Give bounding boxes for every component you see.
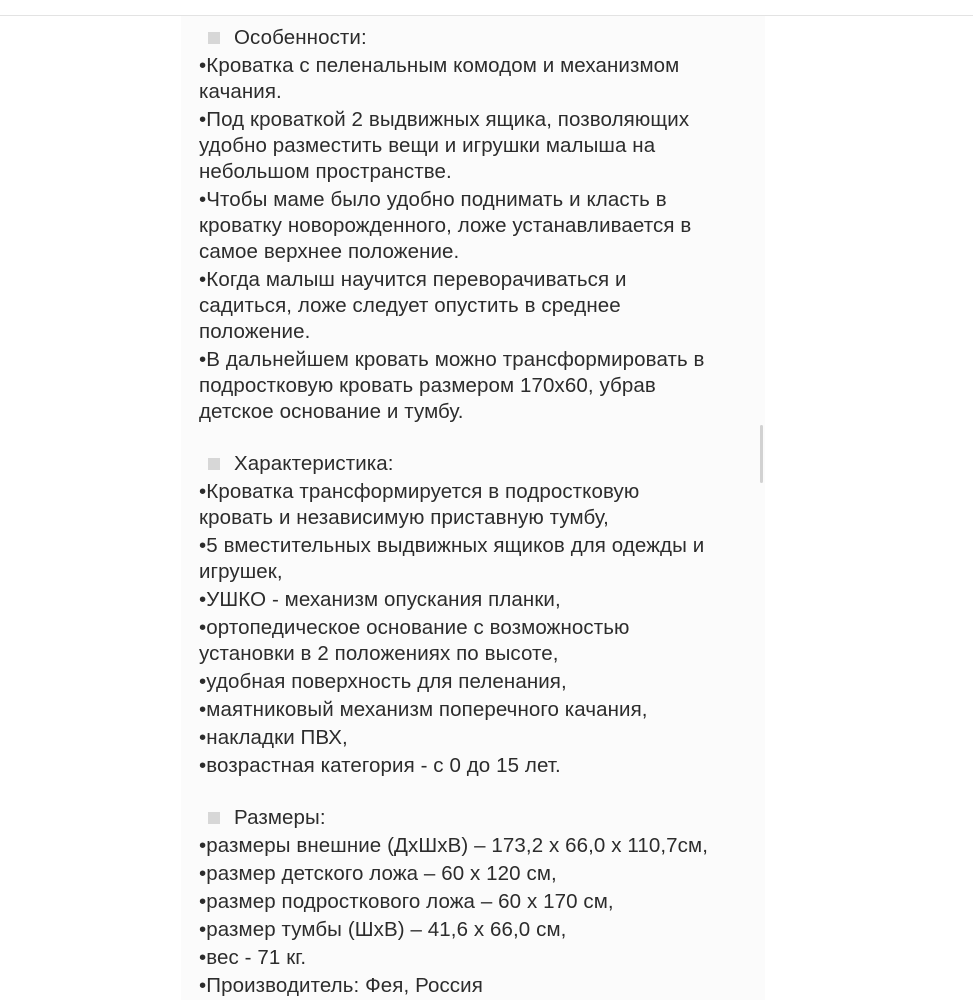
list-item: [199, 615, 759, 667]
list-item-line: •размер тумбы (ШхВ) – 41,6 х 66,0 см,: [199, 918, 567, 941]
list-item-line: •размеры внешние (ДхШхВ) – 173,2 х 66,0 х 110,7см,: [199, 834, 708, 857]
list-item: [199, 917, 759, 943]
list-item-line: небольшом пространстве.: [199, 160, 452, 183]
dimensions-section: [199, 805, 759, 999]
list-item-line: качания.: [199, 80, 282, 103]
list-item-line: •Кроватка трансформируется в подростковую: [199, 480, 640, 503]
list-item-line: •Когда малыш научится переворачиваться и: [199, 268, 627, 291]
list-item: [199, 973, 759, 999]
list-item-line: •возрастная категория - с 0 до 15 лет.: [199, 754, 561, 777]
list-item: [199, 669, 759, 695]
list-item-line: игрушек,: [199, 560, 283, 583]
list-item: [199, 53, 759, 105]
list-item-line: подростковую кровать размером 170х60, убрав: [199, 374, 656, 397]
scrollbar[interactable]: [760, 425, 763, 483]
product-description: [199, 25, 759, 1001]
list-item-line: •5 вместительных выдвижных ящиков для одежды и: [199, 534, 705, 557]
list-item-line: •Производитель: Фея, Россия: [199, 974, 483, 997]
list-item-line: •размер подросткового ложа – 60 х 170 см,: [199, 890, 614, 913]
section-heading: [199, 805, 759, 831]
list-item: [199, 347, 759, 425]
features-section: [199, 25, 759, 425]
square-bullet-icon: [208, 32, 220, 44]
list-item: [199, 267, 759, 345]
list-item: [199, 187, 759, 265]
square-bullet-icon: [208, 458, 220, 470]
list-item-line: установки в 2 положениях по высоте,: [199, 642, 559, 665]
list-item-line: •Под кроваткой 2 выдвижных ящика, позволяющих: [199, 108, 690, 131]
list-item: [199, 697, 759, 723]
section-heading: [199, 451, 759, 477]
list-item-line: •накладки ПВХ,: [199, 726, 348, 749]
list-item-line: положение.: [199, 320, 311, 343]
list-item-line: •Чтобы маме было удобно поднимать и класть в: [199, 188, 667, 211]
list-item-line: детское основание и тумбу.: [199, 400, 464, 423]
list-item: [199, 889, 759, 915]
list-item-line: •Кроватка с пеленальным комодом и механизмом: [199, 54, 680, 77]
list-item-line: кровать и независимую приставную тумбу,: [199, 506, 609, 529]
list-item: [199, 479, 759, 531]
list-item: [199, 107, 759, 185]
list-item: [199, 725, 759, 751]
section-heading-text: Характеристика:: [234, 452, 394, 475]
list-item-line: •В дальнейшем кровать можно трансформировать в: [199, 348, 705, 371]
list-item-line: удобно разместить вещи и игрушки малыша на: [199, 134, 656, 157]
list-item-line: •ортопедическое основание с возможностью: [199, 616, 630, 639]
section-heading: [199, 25, 759, 51]
square-bullet-icon: [208, 812, 220, 824]
list-item-line: •вес - 71 кг.: [199, 946, 307, 969]
list-item: [199, 833, 759, 859]
list-item: [199, 533, 759, 585]
list-item: [199, 861, 759, 887]
list-item-line: •маятниковый механизм поперечного качания,: [199, 698, 648, 721]
list-item: [199, 753, 759, 779]
list-item-line: самое верхнее положение.: [199, 240, 460, 263]
specifications-section: [199, 451, 759, 779]
list-item-line: •удобная поверхность для пеленания,: [199, 670, 567, 693]
list-item-line: •размер детского ложа – 60 х 120 см,: [199, 862, 557, 885]
section-heading-text: Размеры:: [234, 806, 326, 829]
list-item: [199, 587, 759, 613]
list-item: [199, 945, 759, 971]
list-item-line: садиться, ложе следует опустить в среднее: [199, 294, 621, 317]
section-heading-text: Особенности:: [234, 26, 367, 49]
list-item-line: •УШКО - механизм опускания планки,: [199, 588, 561, 611]
list-item-line: кроватку новорожденного, ложе устанавливается в: [199, 214, 692, 237]
